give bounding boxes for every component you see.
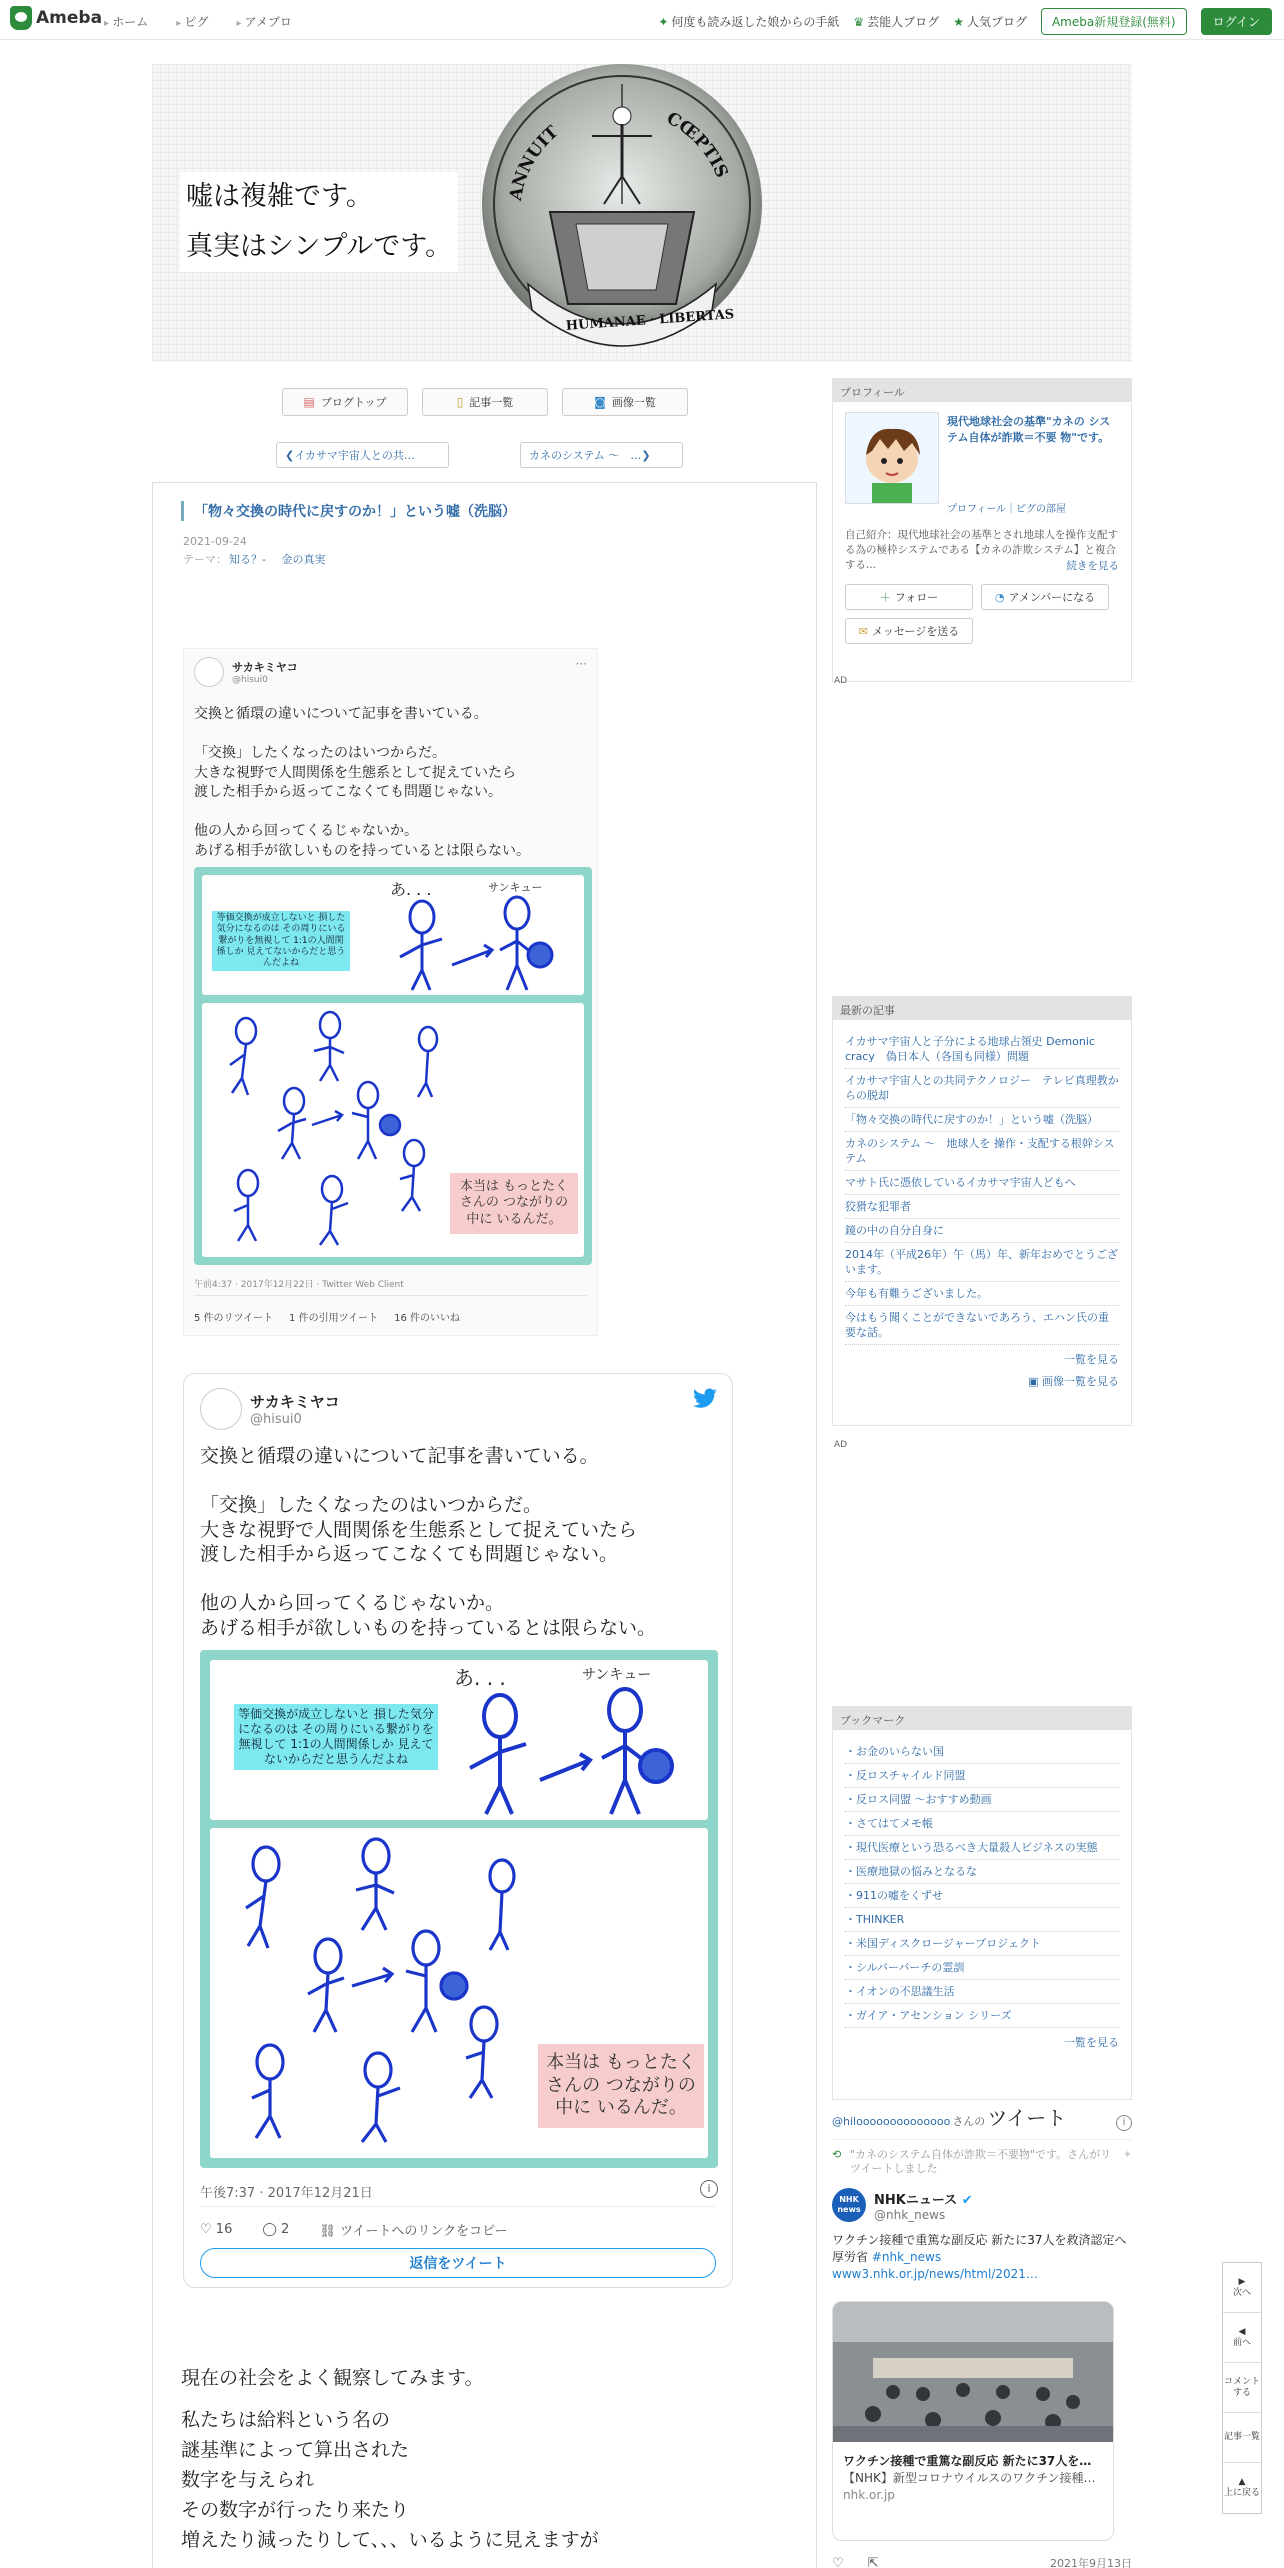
tweet-text: 交換と循環の違いについて記事を書いている。 「交換」したくなったのはいつからだ。 大きな視野で人間関係を生態系として捉えていたら 渡した相手から返ってこなくても問題じゃない。 他の人から回ってくるじゃないか。 あげる相手が欲しいものを持っているとは限らない。: [200, 1445, 657, 1639]
more-icon: ···: [575, 657, 587, 671]
profile-name[interactable]: 現代地球社会の基準"カネの システム自体が詐欺＝不要 物"です。: [947, 415, 1111, 444]
ad-label: AD: [834, 676, 848, 686]
list-item[interactable]: ・医療地獄の悩みとなるな: [845, 1860, 1119, 1884]
chevron-left-icon: ❮: [285, 448, 295, 462]
brand-name: Ameba: [36, 8, 103, 28]
star-icon: ★: [953, 15, 964, 29]
document-icon: ▯: [456, 395, 464, 409]
banner-tagline: 嘘は複雑です。 真実はシンプルです。: [180, 172, 458, 272]
profile-widget: [832, 378, 1132, 682]
entry-list-button[interactable]: 記事一覧: [1223, 2413, 1261, 2463]
list-item[interactable]: 狡猾な犯罪者: [845, 1195, 1119, 1219]
tweet-screenshot-image: [183, 648, 598, 1336]
list-item[interactable]: ・911の嘘をくずせ: [845, 1884, 1119, 1908]
link-popular-blogs[interactable]: ★ 人気ブログ: [953, 15, 1027, 29]
list-item[interactable]: ・ガイア・アセンション シリーズ: [845, 2004, 1119, 2028]
great-seal-image: [480, 64, 764, 362]
read-more-link[interactable]: 続きを見る: [1066, 560, 1119, 572]
member-icon: ◔: [994, 590, 1005, 604]
list-item[interactable]: 鏡の中の自分自身に: [845, 1219, 1119, 1243]
chevron-right-icon: ❯: [641, 448, 651, 462]
list-item[interactable]: イカサマ宇宙人との共同テクノロジー テレビ真理教からの脱却: [845, 1069, 1119, 1108]
tweet-author[interactable]: サカキミヤコ @hisui0: [200, 1388, 340, 1430]
divider: [832, 2139, 1132, 2140]
tweet-text: 交換と循環の違いについて記事を書いている。 「交換」したくなったのはいつからだ。 大きな視野で人間関係を生態系として捉えていたら 渡した相手から返ってこなくても問題じゃない。 他の人から回ってくるじゃないか。 あげる相手が欲しいものを持っているとは限らない。: [194, 706, 530, 859]
prev-entry-link[interactable]: ❮ イカサマ宇宙人との共…: [276, 442, 449, 468]
widget-header: プロフィール: [832, 378, 1132, 402]
plus-icon: ＋: [879, 591, 891, 604]
nav-home[interactable]: ▸ ホーム: [104, 13, 148, 30]
nhk-news-logo: NHK news: [832, 2188, 866, 2222]
blog-nav: [282, 388, 688, 416]
list-item[interactable]: ・反ロス同盟 ～おすすめ動画: [845, 1788, 1119, 1812]
nav-ameblo[interactable]: ▸ アメブロ: [236, 13, 291, 30]
image-list-link[interactable]: ▣ 画像一覧を見る: [1028, 1375, 1119, 1388]
widget-header: ブックマーク: [832, 1706, 1132, 1730]
list-item[interactable]: ・イオンの不思議生活: [845, 1980, 1119, 2004]
list-item[interactable]: イカサマ宇宙人と子分による地球占領史 Demonic cracy 偽日本人（各国も同様）問題: [845, 1030, 1119, 1069]
retweet-notice: ⟲ "カネのシステム自体が詐欺＝不要物"です。さんがリツイートしました ✦: [832, 2148, 1132, 2175]
profile-links[interactable]: プロフィール｜ピグの部屋: [947, 504, 1066, 515]
stick-figures: [202, 1003, 462, 1257]
link-celebrity-blogs[interactable]: ♛ 芸能人ブログ: [853, 15, 940, 29]
tweet-actions: [200, 2220, 508, 2239]
card-description: 【NHK】新型コロナウイルスのワクチン接種…: [843, 2471, 1096, 2485]
link-card[interactable]: [832, 2301, 1114, 2541]
blog-header-banner[interactable]: [152, 64, 1132, 362]
image-list-button[interactable]: ◙ 画像一覧: [562, 388, 688, 416]
tweet-stats: 5 件のリツイート 1 件の引用ツイート 16 件のいいね: [194, 1313, 460, 1324]
article-theme: テーマ： 知る？- 金の真実: [183, 553, 326, 566]
illust-caption: 本当は もっとたくさんの つながりの中に いるんだ。: [538, 2044, 704, 2128]
avatar[interactable]: [845, 412, 939, 504]
login-button[interactable]: ログイン: [1201, 8, 1272, 35]
nav-pigg[interactable]: ▸ ピグ: [176, 13, 208, 30]
twitter-bird-icon: ✦: [1122, 2148, 1132, 2161]
stick-figures: [210, 1828, 540, 2158]
camera-icon: ◙: [594, 395, 606, 409]
tweet-author: サカキミヤコ @hisui0: [194, 657, 298, 687]
avatar[interactable]: [200, 1388, 242, 1430]
illust-caption: 等価交換が成立しないと 損した気分になるのは その周りにいる繋がりを無視して 1:1の人間関係しか 見えてないからだと思うんだよね: [212, 911, 350, 971]
list-item[interactable]: 今はもう聞くことができないであろう、エハン氏の重要な話。: [845, 1306, 1119, 1345]
tweet-footer: [832, 2555, 1132, 2568]
seal-motto-right: CŒPTIS: [663, 108, 732, 181]
list-item[interactable]: 2014年（平成26年）午（馬）年、新年おめでとうございます。: [845, 1243, 1119, 1282]
recent-entries-widget: [832, 996, 1132, 1426]
list-item[interactable]: ・さてはてメモ帳: [845, 1812, 1119, 1836]
list-item[interactable]: マサト氏に憑依しているイカサマ宇宙人どもへ: [845, 1171, 1119, 1195]
embedded-tweet[interactable]: [183, 1373, 733, 2288]
timeline-header: @hiloooooooooooooo さんの ツイート i: [832, 2102, 1132, 2131]
ad-label: AD: [834, 1440, 848, 1450]
tweet-text: ワクチン接種で重篤な副反応 新たに37人を救済認定へ 厚労省 #nhk_news www3.nhk.or.jp/news/html/2021…: [832, 2233, 1127, 2281]
tweet-timestamp: 午前4:37 · 2017年12月22日 · Twitter Web Client: [194, 1280, 404, 1290]
tweet-author[interactable]: NHK news NHKニュース ✔ @nhk_news: [832, 2188, 1132, 2222]
card-domain: nhk.or.jp: [843, 2488, 895, 2502]
card-title: ワクチン接種で重篤な副反応 新たに37人を…: [843, 2454, 1092, 2468]
crown-icon: ♛: [853, 15, 865, 29]
profile-avatar-image: [846, 413, 938, 503]
list-item[interactable]: 「物々交換の時代に戻すのか！」という嘘（洗脳）: [845, 1108, 1119, 1132]
list-item[interactable]: ・現代医療という恐るべき大量殺人ビジネスの実態: [845, 1836, 1119, 1860]
article-body: 現在の社会をよく観察してみます。 私たちは給料という名の 謎基準によって算出された 数字を与えられ その数字が行ったり来たり 増えたり減ったりして、、、いるように見えますが: [181, 2367, 599, 2551]
stick-figures: [392, 895, 582, 995]
heart-icon[interactable]: ♡: [832, 2555, 844, 2568]
register-button[interactable]: Ameba新規登録(無料): [1041, 8, 1187, 35]
comment-button[interactable]: コメント する: [1223, 2363, 1261, 2413]
back-to-top-button[interactable]: ▲ 上に戻る: [1223, 2477, 1260, 2498]
tweet-url-link[interactable]: www3.nhk.or.jp/news/html/2021…: [832, 2267, 1038, 2281]
theme-link[interactable]: 金の真実: [281, 553, 326, 566]
floating-nav: [1222, 2262, 1262, 2514]
blog-top-button[interactable]: ▤ ブログトップ: [282, 388, 408, 416]
link-featured[interactable]: ✦ 何度も読み返した娘からの手紙: [658, 15, 840, 29]
tweet-illustration[interactable]: 等価交換が成立しないと 損した気分になるのは その周りにいる繋がりを無視して 1:1の人間関係しか 見えてないからだと思うんだよね あ. . . サンキュー 本当は もっとたくさんの つながりの中に いるんだ。: [200, 1650, 718, 2168]
ameba-logo[interactable]: [10, 6, 102, 30]
list-item[interactable]: 今年も有難うございました。: [845, 1282, 1119, 1306]
follow-button[interactable]: ＋ フォロー: [845, 584, 973, 610]
home-icon: ▤: [303, 395, 315, 409]
next-entry-button[interactable]: ▶ 次へ: [1223, 2263, 1261, 2313]
illust-caption: 本当は もっとたくさんの つながりの中に いるんだ。: [450, 1173, 578, 1234]
theme-link[interactable]: 知る？-: [229, 553, 266, 566]
list-item[interactable]: ・米国ディスクロージャープロジェクト: [845, 1932, 1119, 1956]
divider: [200, 2206, 716, 2207]
global-header: [0, 0, 1284, 40]
article: [152, 482, 817, 2568]
news-photo-image: [833, 2302, 1114, 2442]
image-icon: ▣: [1028, 1375, 1042, 1388]
list-item[interactable]: カネのシステム ～ 地球人を 操作・支配する根幹システム: [845, 1132, 1119, 1171]
prev-entry-button[interactable]: ◀ 前へ: [1223, 2313, 1261, 2363]
profile-intro: 自己紹介：現代地球社会の基準とされ地球人を操作支配する為の極枠システムである【カネの詐欺システム】と複合する...: [845, 529, 1118, 571]
message-button[interactable]: ✉ メッセージを送る: [845, 618, 973, 644]
list-item[interactable]: ・反ロスチャイルド同盟: [845, 1764, 1119, 1788]
tweet-illustration: 等価交換が成立しないと 損した気分になるのは その周りにいる繋がりを無視して 1:1の人間関係しか 見えてないからだと思うんだよね あ. . . サンキュー 本当は もっとたくさんの つながりの中に いるんだ。: [194, 867, 592, 1265]
widget-header: 最新の記事: [832, 996, 1132, 1020]
illust-caption: 等価交換が成立しないと 損した気分になるのは その周りにいる繋がりを無視して 1:1の人間関係しか 見えてないからだと思うんだよね: [234, 1704, 438, 1770]
header-links: [658, 8, 1272, 35]
arrow-up-icon: ▲: [1238, 2477, 1246, 2487]
avatar: [194, 657, 224, 687]
bookmark-list-link[interactable]: 一覧を見る: [1064, 2036, 1119, 2049]
like-button[interactable]: ♡ 16: [200, 2222, 233, 2237]
timeline-title: ツイート: [987, 2106, 1067, 2130]
envelope-icon: ✉: [858, 624, 868, 638]
info-icon[interactable]: i: [700, 2180, 718, 2198]
reply-count-button[interactable]: ◯ 2: [262, 2222, 290, 2237]
arrow-left-icon: ◀: [1238, 2326, 1246, 2337]
seal-motto-left: ANNUIT: [505, 122, 563, 203]
global-nav: [104, 13, 292, 30]
copy-link-button[interactable]: ⛓ ツイートへのリンクをコピー: [319, 2224, 508, 2239]
link-icon: ⛓: [319, 2224, 336, 2239]
entry-list-link[interactable]: 一覧を見る: [1064, 1353, 1119, 1366]
timeline-account[interactable]: @hiloooooooooooooo: [832, 2115, 951, 2128]
tweet-timestamp[interactable]: 午後7:37 · 2017年12月21日: [200, 2186, 373, 2201]
article-title[interactable]: 「物々交換の時代に戻すのか！」という嘘（洗脳）: [181, 501, 516, 521]
star-icon: ✦: [658, 15, 669, 29]
stick-figures: [460, 1686, 700, 1820]
seal-banner-text: HUMANAE · LIBERTAS: [565, 307, 735, 334]
next-entry-link[interactable]: カネのシステム ～ … ❯: [520, 442, 683, 468]
list-item[interactable]: ・お金のいらない国: [845, 1740, 1119, 1764]
entry-list-button[interactable]: ▯ 記事一覧: [422, 388, 548, 416]
tweet-date[interactable]: 2021年9月13日: [1050, 2557, 1132, 2568]
arrow-right-icon: ▶: [1238, 2276, 1246, 2287]
ameba-mascot-icon: [10, 6, 32, 30]
divider: [194, 1295, 587, 1296]
retweet-icon: ⟲: [832, 2148, 842, 2161]
speech-bubble-icon: ◯: [262, 2222, 277, 2237]
heart-icon: ♡: [200, 2222, 212, 2237]
list-item[interactable]: ・THINKER: [845, 1908, 1119, 1932]
article-date: 2021-09-24: [183, 535, 247, 548]
twitter-bird-icon[interactable]: [692, 1388, 718, 1410]
info-icon[interactable]: i: [1116, 2115, 1132, 2131]
share-icon[interactable]: ⇱: [867, 2555, 879, 2568]
verified-icon: ✔: [961, 2192, 973, 2208]
hashtag-link[interactable]: #nhk_news: [871, 2250, 942, 2264]
list-item[interactable]: ・シルバーバーチの霊訓: [845, 1956, 1119, 1980]
twitter-timeline-widget: [832, 2102, 1132, 2568]
reply-tweet-button[interactable]: 返信をツイート: [200, 2248, 716, 2278]
amember-button[interactable]: ◔ アメンバーになる: [981, 584, 1109, 610]
bookmarks-widget: [832, 1706, 1132, 2100]
